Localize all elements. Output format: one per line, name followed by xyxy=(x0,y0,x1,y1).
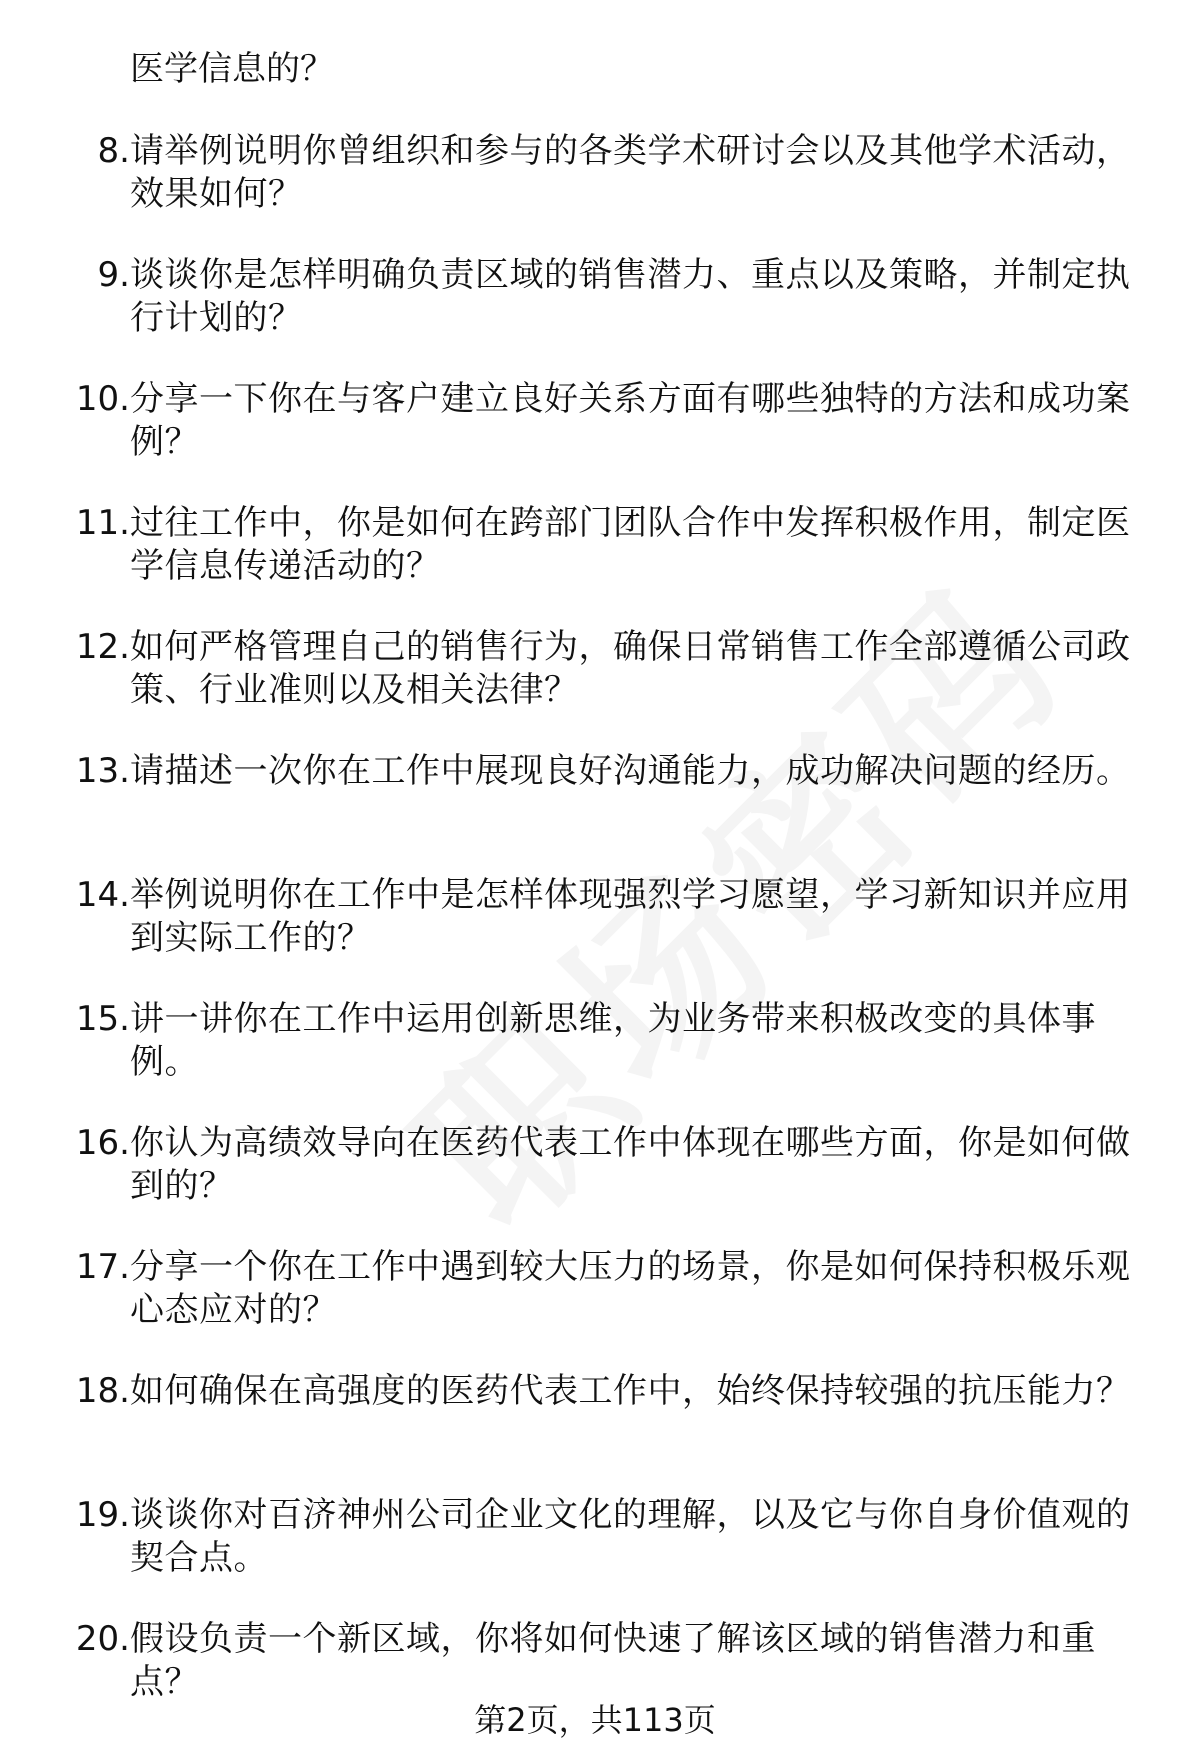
question-number: 15. xyxy=(75,999,130,1039)
question-text: 请描述一次你在工作中展现良好沟通能力，成功解决问题的经历。 xyxy=(130,751,1131,791)
question-item xyxy=(0,874,1190,998)
question-number: 14. xyxy=(75,875,130,915)
question-text: 分享一个你在工作中遇到较大压力的场景，你是如何保持积极乐观心态应对的？ xyxy=(130,1247,1131,1330)
question-item xyxy=(0,750,1190,874)
question-item xyxy=(0,1494,1190,1618)
question-text: 讲一讲你在工作中运用创新思维，为业务带来积极改变的具体事例。 xyxy=(130,999,1096,1082)
question-text: 如何严格管理自己的销售行为，确保日常销售工作全部遵循公司政策、行业准则以及相关法律？ xyxy=(130,627,1131,710)
question-text: 谈谈你对百济神州公司企业文化的理解，以及它与你自身价值观的契合点。 xyxy=(130,1495,1131,1578)
question-item xyxy=(0,130,1190,254)
question-item xyxy=(0,254,1190,378)
question-number: 20. xyxy=(75,1619,130,1659)
question-number: 11. xyxy=(75,503,130,543)
question-number: 12. xyxy=(75,627,130,667)
question-item xyxy=(0,1246,1190,1370)
question-item xyxy=(0,626,1190,750)
question-text: 分享一下你在与客户建立良好关系方面有哪些独特的方法和成功案例？ xyxy=(130,379,1131,462)
question-text: 举例说明你在工作中是怎样体现强烈学习愿望，学习新知识并应用到实际工作的？ xyxy=(130,875,1131,958)
question-item xyxy=(0,1370,1190,1494)
question-number: 8. xyxy=(97,131,130,171)
question-text: 如何确保在高强度的医药代表工作中，始终保持较强的抗压能力？ xyxy=(130,1371,1131,1411)
question-text: 假设负责一个新区域，你将如何快速了解该区域的销售潜力和重点？ xyxy=(130,1619,1096,1702)
page-footer: 第2页，共113页 xyxy=(474,1701,716,1739)
question-item xyxy=(0,1122,1190,1246)
question-number: 10. xyxy=(75,379,130,419)
question-number: 13. xyxy=(75,751,130,791)
question-item xyxy=(0,378,1190,502)
question-item xyxy=(0,998,1190,1122)
question-text: 谈谈你是怎样明确负责区域的销售潜力、重点以及策略，并制定执行计划的？ xyxy=(130,255,1131,338)
question-text: 请举例说明你曾组织和参与的各类学术研讨会以及其他学术活动，效果如何？ xyxy=(130,131,1131,214)
question-item xyxy=(0,502,1190,626)
question-number: 19. xyxy=(75,1495,130,1535)
question-list xyxy=(0,130,1190,1742)
question-text: 你认为高绩效导向在医药代表工作中体现在哪些方面，你是如何做到的？ xyxy=(130,1123,1131,1206)
question-text: 过往工作中，你是如何在跨部门团队合作中发挥积极作用，制定医学信息传递活动的？ xyxy=(130,503,1131,586)
question-number: 16. xyxy=(75,1123,130,1163)
question-number: 9. xyxy=(97,255,130,295)
question-number: 17. xyxy=(75,1247,130,1287)
question-number: 18. xyxy=(75,1371,130,1411)
continuation-text: 医学信息的？ xyxy=(130,49,334,89)
